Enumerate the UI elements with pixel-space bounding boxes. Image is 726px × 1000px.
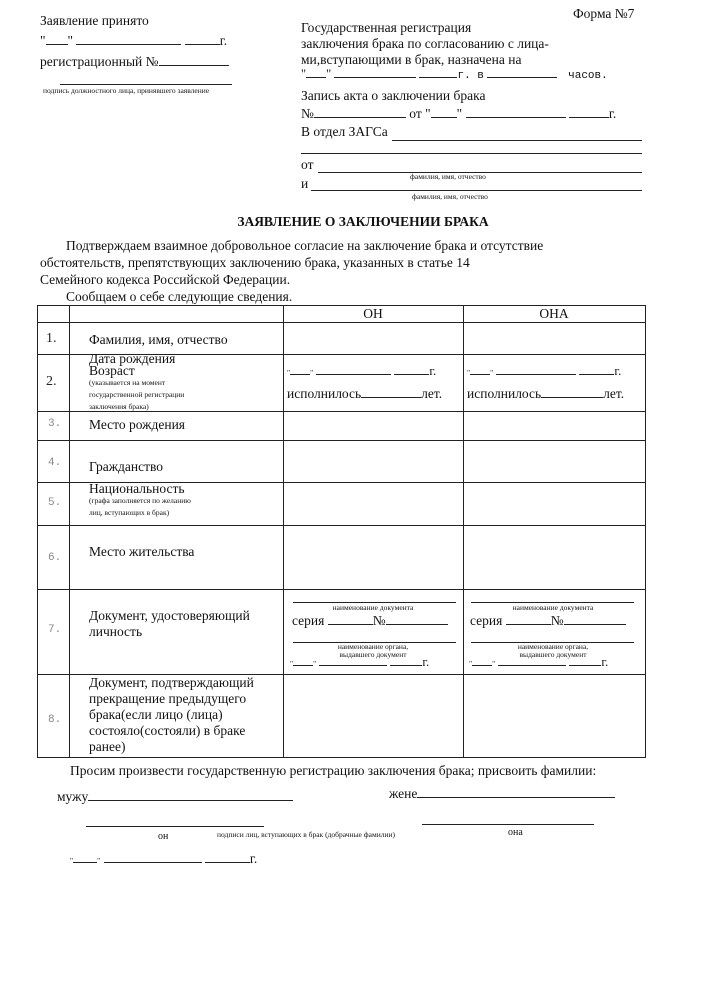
she-birth-day-field[interactable] [470,374,490,375]
she-series-line [470,613,626,629]
table-border [645,305,646,757]
row-number: 8. [48,714,62,726]
age-note: государственной регистрации [89,390,185,399]
intro-line4: Сообщаем о себе следующие сведения. [66,289,293,304]
she-age [467,386,624,402]
wife-label: жене [389,786,418,801]
row-label-nationality [89,482,191,519]
he-issue-date: " " г. [290,655,430,669]
doc-name-caption: наименование документа [512,603,594,612]
year-suffix: г. [614,364,622,378]
table-border [463,305,464,757]
column-header-he: ОН [363,306,383,321]
years-suffix: лет. [603,386,625,401]
table-border [37,322,646,323]
registration-date-line [301,67,608,82]
year-at-label: г. в [457,70,484,82]
she-prev-marriage-cell[interactable] [466,677,643,755]
intro-line1: Подтверждаем взаимное добровольное согласие на заключение брака и отсутствие [66,238,544,253]
she-residence-cell[interactable] [466,528,643,587]
nationality-note: (графа заполняется по желанию [89,496,191,505]
husband-surname-line [57,789,293,805]
number-sign: № [301,106,314,121]
he-issue-year-field[interactable] [390,665,422,666]
nationality-label: Национальность [89,481,185,496]
age-note: (указывается на момент [89,378,166,387]
he-issue-day-field[interactable] [293,665,313,666]
number-sign: № [372,613,386,628]
from-person-label: от [301,157,314,172]
from-label: от " [409,106,431,121]
accepted-year-field[interactable] [185,44,220,45]
reg-number-label: регистрационный № [40,54,159,69]
row-label-fio: Фамилия, имя, отчество [89,332,228,347]
she-nationality-cell[interactable] [466,485,643,523]
row-number: 2. [46,374,57,389]
he-issue-month-field[interactable] [319,665,387,666]
he-series-field[interactable] [328,624,373,625]
official-signature-caption: подпись должностного лица, принявшего заявление [43,86,210,95]
registration-hour-field[interactable] [487,77,557,78]
accepted-day-field[interactable] [46,44,68,45]
signatures-caption: подписи лиц, вступающих в брак (добрачные фамилии) [217,830,395,839]
year-suffix: г. [429,364,437,378]
id-doc-label: Документ, удостоверяющий [89,608,250,623]
zags-field[interactable] [392,140,642,141]
he-citizenship-cell[interactable] [286,443,461,480]
quote: " [40,33,46,48]
year-suffix: г. [219,33,228,48]
issuer-caption-line: выдавшего документ [519,650,587,659]
issuer-caption-line: наименование органа, [517,642,589,651]
prev-marriage-label: ранее) [89,739,126,754]
she-issue-year-field[interactable] [569,665,601,666]
she-citizenship-cell[interactable] [466,443,643,480]
bride-fio-field[interactable] [311,190,642,191]
application-day-field[interactable] [73,862,97,863]
application-date-line [70,851,257,867]
issuer-caption-line: наименование органа, [337,642,409,651]
registration-month-field[interactable] [334,77,416,78]
zags-label: В отдел ЗАГСа [301,124,388,139]
request-text: Просим произвести государственную регистрацию заключения брака; присвоить фамилии: [70,763,597,778]
issuer-caption-line: выдавшего документ [339,650,407,659]
quote: " [456,106,463,121]
table-border [37,305,38,757]
accepted-label: Заявление принято [40,13,149,28]
he-signature-field[interactable] [86,826,264,827]
application-month-field[interactable] [104,862,202,863]
zags-field-line2[interactable] [301,153,642,154]
row-number: 3. [48,418,62,430]
application-year-field[interactable] [205,862,250,863]
year-suffix: г. [608,106,617,121]
he-birth-month-field[interactable] [316,374,391,375]
she-age-field[interactable] [541,397,603,398]
series-label: серия [292,613,325,628]
table-border [37,440,646,441]
years-suffix: лет. [421,386,443,401]
number-sign: № [550,613,564,628]
husband-surname-field[interactable] [88,800,293,801]
reg-number-field[interactable] [159,65,229,66]
column-header-she: ОНА [539,306,569,321]
he-birth-year-field[interactable] [394,374,429,375]
quote: " [301,67,307,81]
he-fio-cell[interactable] [286,325,461,352]
she-issue-day-field[interactable] [472,665,492,666]
row-label-prev-marriage [89,675,254,755]
fio-caption: фамилия, имя, отчество [410,172,486,181]
fio-caption: фамилия, имя, отчество [412,192,488,201]
prev-marriage-label: Документ, подтверждающий [89,675,254,690]
year-suffix: г. [422,655,430,669]
row-number: 6. [48,552,62,564]
act-year-field[interactable] [569,117,609,118]
wife-surname-field[interactable] [417,797,615,798]
registration-year-field[interactable] [419,77,457,78]
row-label-residence: Место жительства [89,544,195,559]
row-number: 7. [48,624,62,636]
registration-line1: Государственная регистрация [301,20,472,35]
act-record-label: Запись акта о заключении брака [301,88,486,103]
he-doc-number-field[interactable] [386,624,448,625]
and-person-label: и [301,176,309,191]
prev-marriage-label: брака(если лицо (лица) [89,707,223,722]
age-completed-label: исполнилось [467,386,542,401]
doc-name-caption: наименование документа [332,603,414,612]
reg-number-line [40,54,229,70]
age-completed-label: исполнилось [287,386,362,401]
registration-day-field[interactable] [306,77,326,78]
intro-line2: обстоятельств, препятствующих заключению брака, указанных в статье 14 [40,255,470,270]
he-nationality-cell[interactable] [286,485,461,523]
she-signature-field[interactable] [422,824,594,825]
quote: " [97,856,101,865]
document-title: ЗАЯВЛЕНИЕ О ЗАКЛЮЧЕНИИ БРАКА [237,214,489,229]
row-label-birth [89,353,184,413]
quote: " [67,33,74,48]
she-issue-month-field[interactable] [498,665,566,666]
he-birth-day-field[interactable] [290,374,310,375]
he-residence-cell[interactable] [286,528,461,587]
he-series-line [292,613,448,629]
she-birthplace-cell[interactable] [466,414,643,438]
accepted-month-field[interactable] [76,44,181,45]
age-note: заключения брака) [89,402,149,411]
table-border [37,757,646,758]
she-birth-date: " " г. [467,364,622,378]
act-number-field[interactable] [314,117,406,118]
series-label: серия [470,613,503,628]
table-border [69,305,70,757]
registration-line2: заключения брака по согласованию с лица- [301,36,549,51]
wife-surname-line [389,786,615,802]
she-doc-number-field[interactable] [564,624,626,625]
husband-label: мужу [57,789,89,804]
nationality-note: лиц, вступающих в брак) [89,508,170,517]
birth-date-label: Дата рождения [89,351,176,366]
year-suffix: г. [601,655,609,669]
he-prev-marriage-cell[interactable] [286,677,461,755]
she-caption: она [508,827,523,838]
she-fio-cell[interactable] [466,325,643,352]
table-border [283,305,284,757]
intro-line3: Семейного кодекса Российской Федерации. [40,272,291,287]
hours-label: часов. [568,70,608,82]
year-suffix: г. [249,851,258,866]
he-age-field[interactable] [361,397,421,398]
he-birthplace-cell[interactable] [286,414,461,438]
official-signature-field[interactable] [60,84,232,85]
row-number: 1. [46,331,57,346]
act-record-line [301,106,616,122]
prev-marriage-label: прекращение предыдущего [89,691,247,706]
prev-marriage-label: состояло(состояли) в браке [89,723,246,738]
she-issue-date: " " г. [469,655,609,669]
quote: " [326,67,332,81]
row-label-citizenship: Гражданство [89,459,164,474]
she-birth-month-field[interactable] [496,374,576,375]
quote: " [70,856,74,865]
he-birth-date: " " г. [287,364,437,378]
table-border [37,589,646,590]
act-month-field[interactable] [466,117,566,118]
form-number: Форма №7 [573,6,635,21]
accepted-date-line [40,33,227,49]
row-label-birthplace: Место рождения [89,417,186,432]
id-doc-label: личность [89,624,143,639]
row-number: 4. [48,457,62,469]
table-border [37,525,646,526]
act-day-field[interactable] [431,117,457,118]
he-caption: он [158,831,169,842]
she-series-field[interactable] [506,624,551,625]
he-age [287,386,442,402]
row-label-id-document [89,608,250,640]
row-number: 5. [48,497,62,509]
registration-line3: ми,вступающими в брак, назначена на [301,52,522,67]
age-label: Возраст [89,363,135,378]
she-birth-year-field[interactable] [579,374,614,375]
